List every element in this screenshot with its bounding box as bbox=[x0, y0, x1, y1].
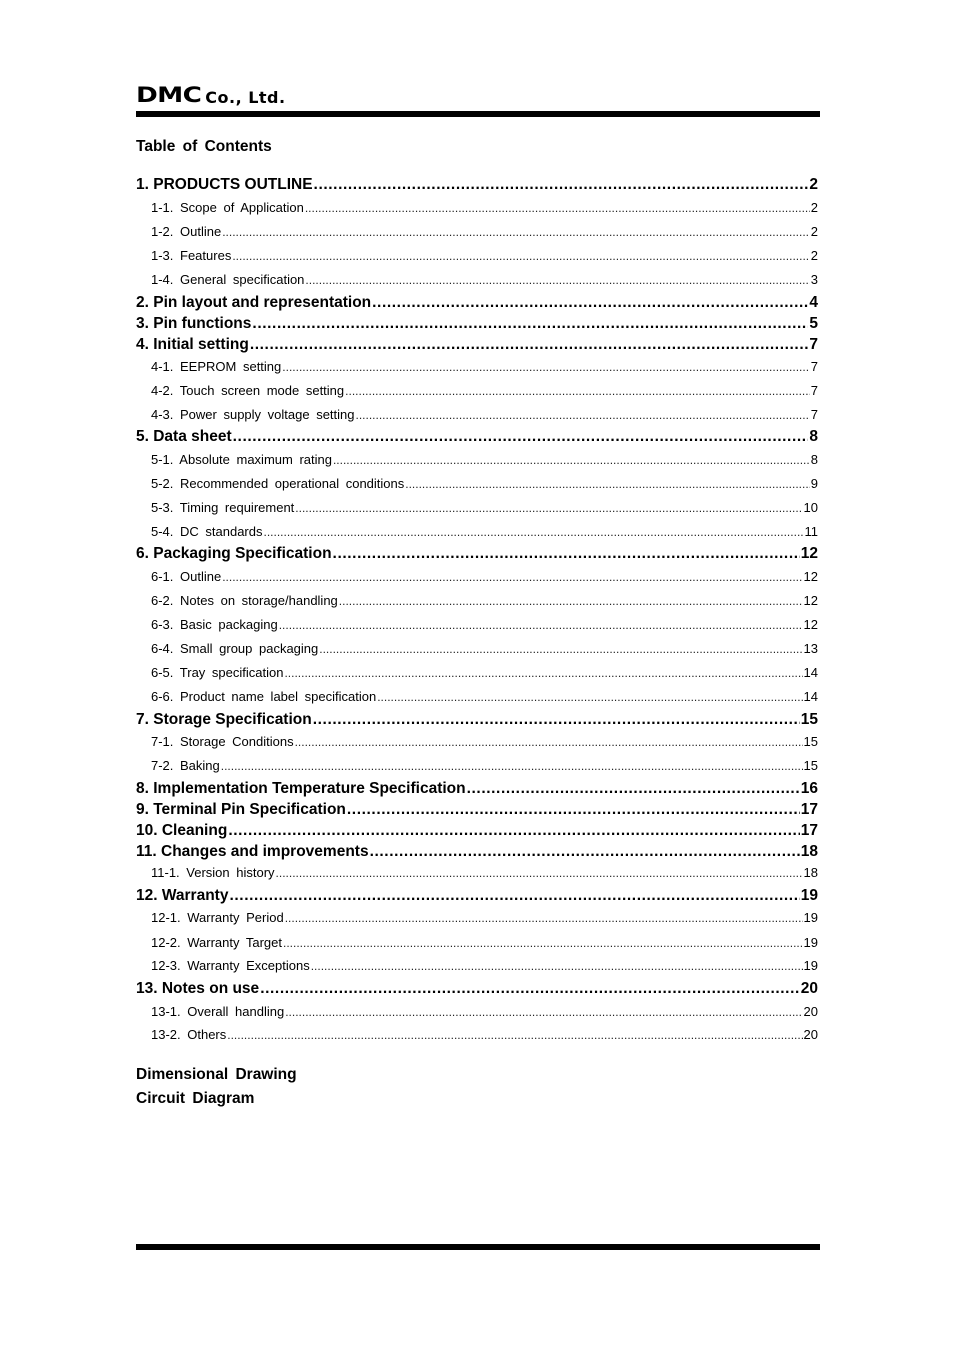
toc-subsection-entry[interactable] bbox=[136, 958, 818, 973]
footer-rule bbox=[136, 1244, 820, 1250]
toc-entry-page-number: 4 bbox=[809, 294, 818, 311]
toc-dot-leader bbox=[252, 315, 808, 333]
toc-entry-page-number: 19 bbox=[803, 935, 818, 950]
toc-entry-page-number: 3 bbox=[810, 272, 818, 287]
toc-dot-leader bbox=[313, 711, 800, 729]
toc-subsection-entry[interactable] bbox=[136, 569, 818, 584]
header-rule bbox=[136, 111, 820, 117]
toc-subsection-entry[interactable] bbox=[136, 407, 818, 422]
toc-entry-label: 6-3. Basic packaging bbox=[151, 617, 278, 632]
toc-entry-page-number: 18 bbox=[803, 865, 818, 880]
toc-subsection-entry[interactable] bbox=[136, 272, 818, 287]
toc-entry-page-number: 7 bbox=[809, 336, 818, 353]
toc-entry-page-number: 14 bbox=[803, 665, 818, 680]
toc-dot-leader bbox=[377, 689, 802, 704]
toc-dot-leader bbox=[347, 801, 800, 819]
toc-entry-label: 12. Warranty bbox=[136, 887, 229, 904]
toc-entry-label: 6-2. Notes on storage/handling bbox=[151, 593, 338, 608]
toc-entry-label: 7-1. Storage Conditions bbox=[151, 734, 294, 749]
toc-subsection-entry[interactable] bbox=[136, 734, 818, 749]
toc-section-entry[interactable] bbox=[136, 711, 818, 729]
toc-entry-label: 6-6. Product name label specification bbox=[151, 689, 377, 704]
toc-entry-page-number: 12 bbox=[803, 593, 818, 608]
toc-entry-page-number: 14 bbox=[803, 689, 818, 704]
toc-entry-label: 8. Implementation Temperature Specification bbox=[136, 780, 466, 797]
toc-dot-leader bbox=[285, 910, 803, 925]
toc-entry-page-number: 13 bbox=[803, 641, 818, 656]
toc-subsection-entry[interactable] bbox=[136, 383, 818, 398]
toc-dot-leader bbox=[228, 822, 799, 840]
toc-entry-page-number: 20 bbox=[800, 980, 818, 997]
toc-dot-leader bbox=[232, 248, 809, 263]
toc-dot-leader bbox=[295, 734, 803, 749]
toc-subsection-entry[interactable] bbox=[136, 689, 818, 704]
toc-section-entry[interactable] bbox=[136, 822, 818, 840]
company-logo bbox=[136, 80, 286, 106]
toc-dot-leader bbox=[279, 617, 803, 632]
toc-entry-page-number: 11 bbox=[804, 524, 818, 539]
toc-entry-label: 10. Cleaning bbox=[136, 822, 228, 839]
toc-entry-label: 5-1. Absolute maximum rating bbox=[151, 452, 332, 467]
toc-subsection-entry[interactable] bbox=[136, 935, 818, 950]
toc-section-entry[interactable] bbox=[136, 428, 818, 446]
toc-entry-label: 12-1. Warranty Period bbox=[151, 910, 284, 925]
toc-entry-label: 1-3. Features bbox=[151, 248, 232, 263]
toc-section-entry[interactable] bbox=[136, 294, 818, 312]
toc-entry-label: 5-2. Recommended operational conditions bbox=[151, 476, 405, 491]
toc-section-entry[interactable] bbox=[136, 336, 818, 354]
toc-entry-page-number: 15 bbox=[800, 711, 818, 728]
toc-entry-page-number: 18 bbox=[800, 843, 818, 860]
toc-subsection-entry[interactable] bbox=[136, 500, 818, 515]
toc-subsection-entry[interactable] bbox=[136, 452, 818, 467]
toc-subsection-entry[interactable] bbox=[136, 1027, 818, 1042]
toc-dot-leader bbox=[319, 641, 802, 656]
toc-entry-label: 1-4. General specification bbox=[151, 272, 305, 287]
toc-subsection-entry[interactable] bbox=[136, 593, 818, 608]
toc-dot-leader bbox=[295, 500, 802, 515]
toc-dot-leader bbox=[345, 383, 810, 398]
toc-entry-page-number: 7 bbox=[810, 359, 818, 374]
toc-entry-label: 6-4. Small group packaging bbox=[151, 641, 319, 656]
toc-dot-leader bbox=[222, 569, 802, 584]
toc-section-entry[interactable] bbox=[136, 980, 818, 998]
toc-entry-label: 5-3. Timing requirement bbox=[151, 500, 295, 515]
toc-dot-leader bbox=[370, 843, 800, 861]
toc-entry-label: 5-4. DC standards bbox=[151, 524, 263, 539]
toc-subsection-entry[interactable] bbox=[136, 524, 818, 539]
toc-dot-leader bbox=[333, 452, 810, 467]
toc-entry-page-number: 2 bbox=[810, 248, 818, 263]
toc-entry-label: 4. Initial setting bbox=[136, 336, 249, 353]
toc-subsection-entry[interactable] bbox=[136, 617, 818, 632]
toc-dot-leader bbox=[314, 176, 809, 194]
toc-subsection-entry[interactable] bbox=[136, 200, 818, 215]
toc-entry-page-number: 19 bbox=[803, 910, 818, 925]
toc-entry-page-number: 17 bbox=[800, 822, 818, 839]
toc-entry-label: 4-3. Power supply voltage setting bbox=[151, 407, 355, 422]
toc-section-entry[interactable] bbox=[136, 545, 818, 563]
toc-entry-page-number: 7 bbox=[810, 407, 818, 422]
toc-dot-leader bbox=[339, 593, 803, 608]
toc-entry-label: 1-2. Outline bbox=[151, 224, 222, 239]
toc-entry-label: 6-5. Tray specification bbox=[151, 665, 284, 680]
toc-entry-label: 2. Pin layout and representation bbox=[136, 294, 372, 311]
toc-subsection-entry[interactable] bbox=[136, 641, 818, 656]
toc-dot-leader bbox=[285, 1004, 802, 1019]
toc-dot-leader bbox=[227, 1027, 802, 1042]
toc-section-entry[interactable] bbox=[136, 801, 818, 819]
toc-subsection-entry[interactable] bbox=[136, 224, 818, 239]
toc-dot-leader bbox=[229, 887, 799, 905]
toc-entry-label: 1. PRODUCTS OUTLINE bbox=[136, 176, 313, 193]
toc-entry-label: 11-1. Version history bbox=[151, 865, 275, 880]
toc-entry-label: 7-2. Baking bbox=[151, 758, 220, 773]
toc-subsection-entry[interactable] bbox=[136, 910, 818, 925]
toc-subsection-entry[interactable] bbox=[136, 248, 818, 263]
toc-section-entry[interactable] bbox=[136, 315, 818, 333]
toc-entry-page-number: 12 bbox=[803, 569, 818, 584]
toc-dot-leader bbox=[372, 294, 808, 312]
toc-entry-page-number: 20 bbox=[803, 1004, 818, 1019]
toc-subsection-entry[interactable] bbox=[136, 1004, 818, 1019]
toc-entry-label: 12-2. Warranty Target bbox=[151, 935, 282, 950]
toc-entry-page-number: 15 bbox=[803, 758, 818, 773]
toc-entry-label: 6. Packaging Specification bbox=[136, 545, 332, 562]
toc-entry-page-number: 2 bbox=[810, 200, 818, 215]
toc-dot-leader bbox=[222, 224, 810, 239]
toc-entry-label: 11. Changes and improvements bbox=[136, 843, 369, 860]
toc-dot-leader bbox=[283, 935, 803, 950]
toc-entry-label: 1-1. Scope of Application bbox=[151, 200, 304, 215]
toc-dot-leader bbox=[311, 958, 803, 973]
toc-entry-page-number: 8 bbox=[809, 428, 818, 445]
toc-entry-page-number: 19 bbox=[800, 887, 818, 904]
toc-entry-page-number: 2 bbox=[810, 224, 818, 239]
toc-subsection-entry[interactable] bbox=[136, 865, 818, 880]
toc-dot-leader bbox=[276, 865, 803, 880]
toc-entry-label: 4-1. EEPROM setting bbox=[151, 359, 282, 374]
toc-entry-label: 3. Pin functions bbox=[136, 315, 252, 332]
logo-mark: DMC bbox=[136, 83, 202, 107]
toc-entry-label: 13-1. Overall handling bbox=[151, 1004, 285, 1019]
toc-entry-page-number: 7 bbox=[810, 383, 818, 398]
toc-entry-label: 9. Terminal Pin Specification bbox=[136, 801, 346, 818]
toc-entry-label: 7. Storage Specification bbox=[136, 711, 312, 728]
toc-dot-leader bbox=[221, 758, 803, 773]
toc-dot-leader bbox=[250, 336, 809, 354]
toc-subsection-entry[interactable] bbox=[136, 758, 818, 773]
toc-entry-page-number: 15 bbox=[803, 734, 818, 749]
toc-dot-leader bbox=[282, 359, 809, 374]
appendix-dimensional-drawing[interactable]: Dimensional Drawing bbox=[136, 1066, 297, 1083]
toc-entry-page-number: 12 bbox=[800, 545, 818, 562]
toc-subsection-entry[interactable] bbox=[136, 665, 818, 680]
toc-dot-leader bbox=[305, 272, 809, 287]
toc-dot-leader bbox=[305, 200, 810, 215]
toc-entry-page-number: 2 bbox=[809, 176, 818, 193]
toc-dot-leader bbox=[233, 428, 809, 446]
toc-entry-page-number: 8 bbox=[810, 452, 818, 467]
toc-entry-label: 12-3. Warranty Exceptions bbox=[151, 958, 310, 973]
toc-entry-page-number: 16 bbox=[800, 780, 818, 797]
toc-section-entry[interactable] bbox=[136, 780, 818, 798]
toc-dot-leader bbox=[264, 524, 804, 539]
toc-entry-label: 5. Data sheet bbox=[136, 428, 232, 445]
toc-entry-page-number: 17 bbox=[800, 801, 818, 818]
toc-dot-leader bbox=[284, 665, 802, 680]
toc-entry-page-number: 12 bbox=[803, 617, 818, 632]
toc-dot-leader bbox=[260, 980, 800, 998]
logo-company-suffix: Co., Ltd. bbox=[205, 88, 286, 107]
toc-dot-leader bbox=[467, 780, 800, 798]
toc-dot-leader bbox=[405, 476, 810, 491]
toc-section-entry[interactable] bbox=[136, 843, 818, 861]
toc-entry-label: 4-2. Touch screen mode setting bbox=[151, 383, 345, 398]
toc-entry-label: 6-1. Outline bbox=[151, 569, 222, 584]
toc-dot-leader bbox=[333, 545, 800, 563]
toc-heading: Table of Contents bbox=[136, 138, 272, 155]
toc-section-entry[interactable] bbox=[136, 887, 818, 905]
toc-subsection-entry[interactable] bbox=[136, 359, 818, 374]
toc-subsection-entry[interactable] bbox=[136, 476, 818, 491]
appendix-circuit-diagram[interactable]: Circuit Diagram bbox=[136, 1090, 255, 1107]
toc-entry-page-number: 10 bbox=[803, 500, 818, 515]
toc-dot-leader bbox=[356, 407, 810, 422]
toc-section-entry[interactable] bbox=[136, 176, 818, 194]
toc-entry-label: 13. Notes on use bbox=[136, 980, 260, 997]
toc-entry-page-number: 5 bbox=[809, 315, 818, 332]
toc-entry-page-number: 19 bbox=[803, 958, 818, 973]
toc-entry-label: 13-2. Others bbox=[151, 1027, 227, 1042]
toc-entry-page-number: 9 bbox=[810, 476, 818, 491]
toc-entry-page-number: 20 bbox=[803, 1027, 818, 1042]
